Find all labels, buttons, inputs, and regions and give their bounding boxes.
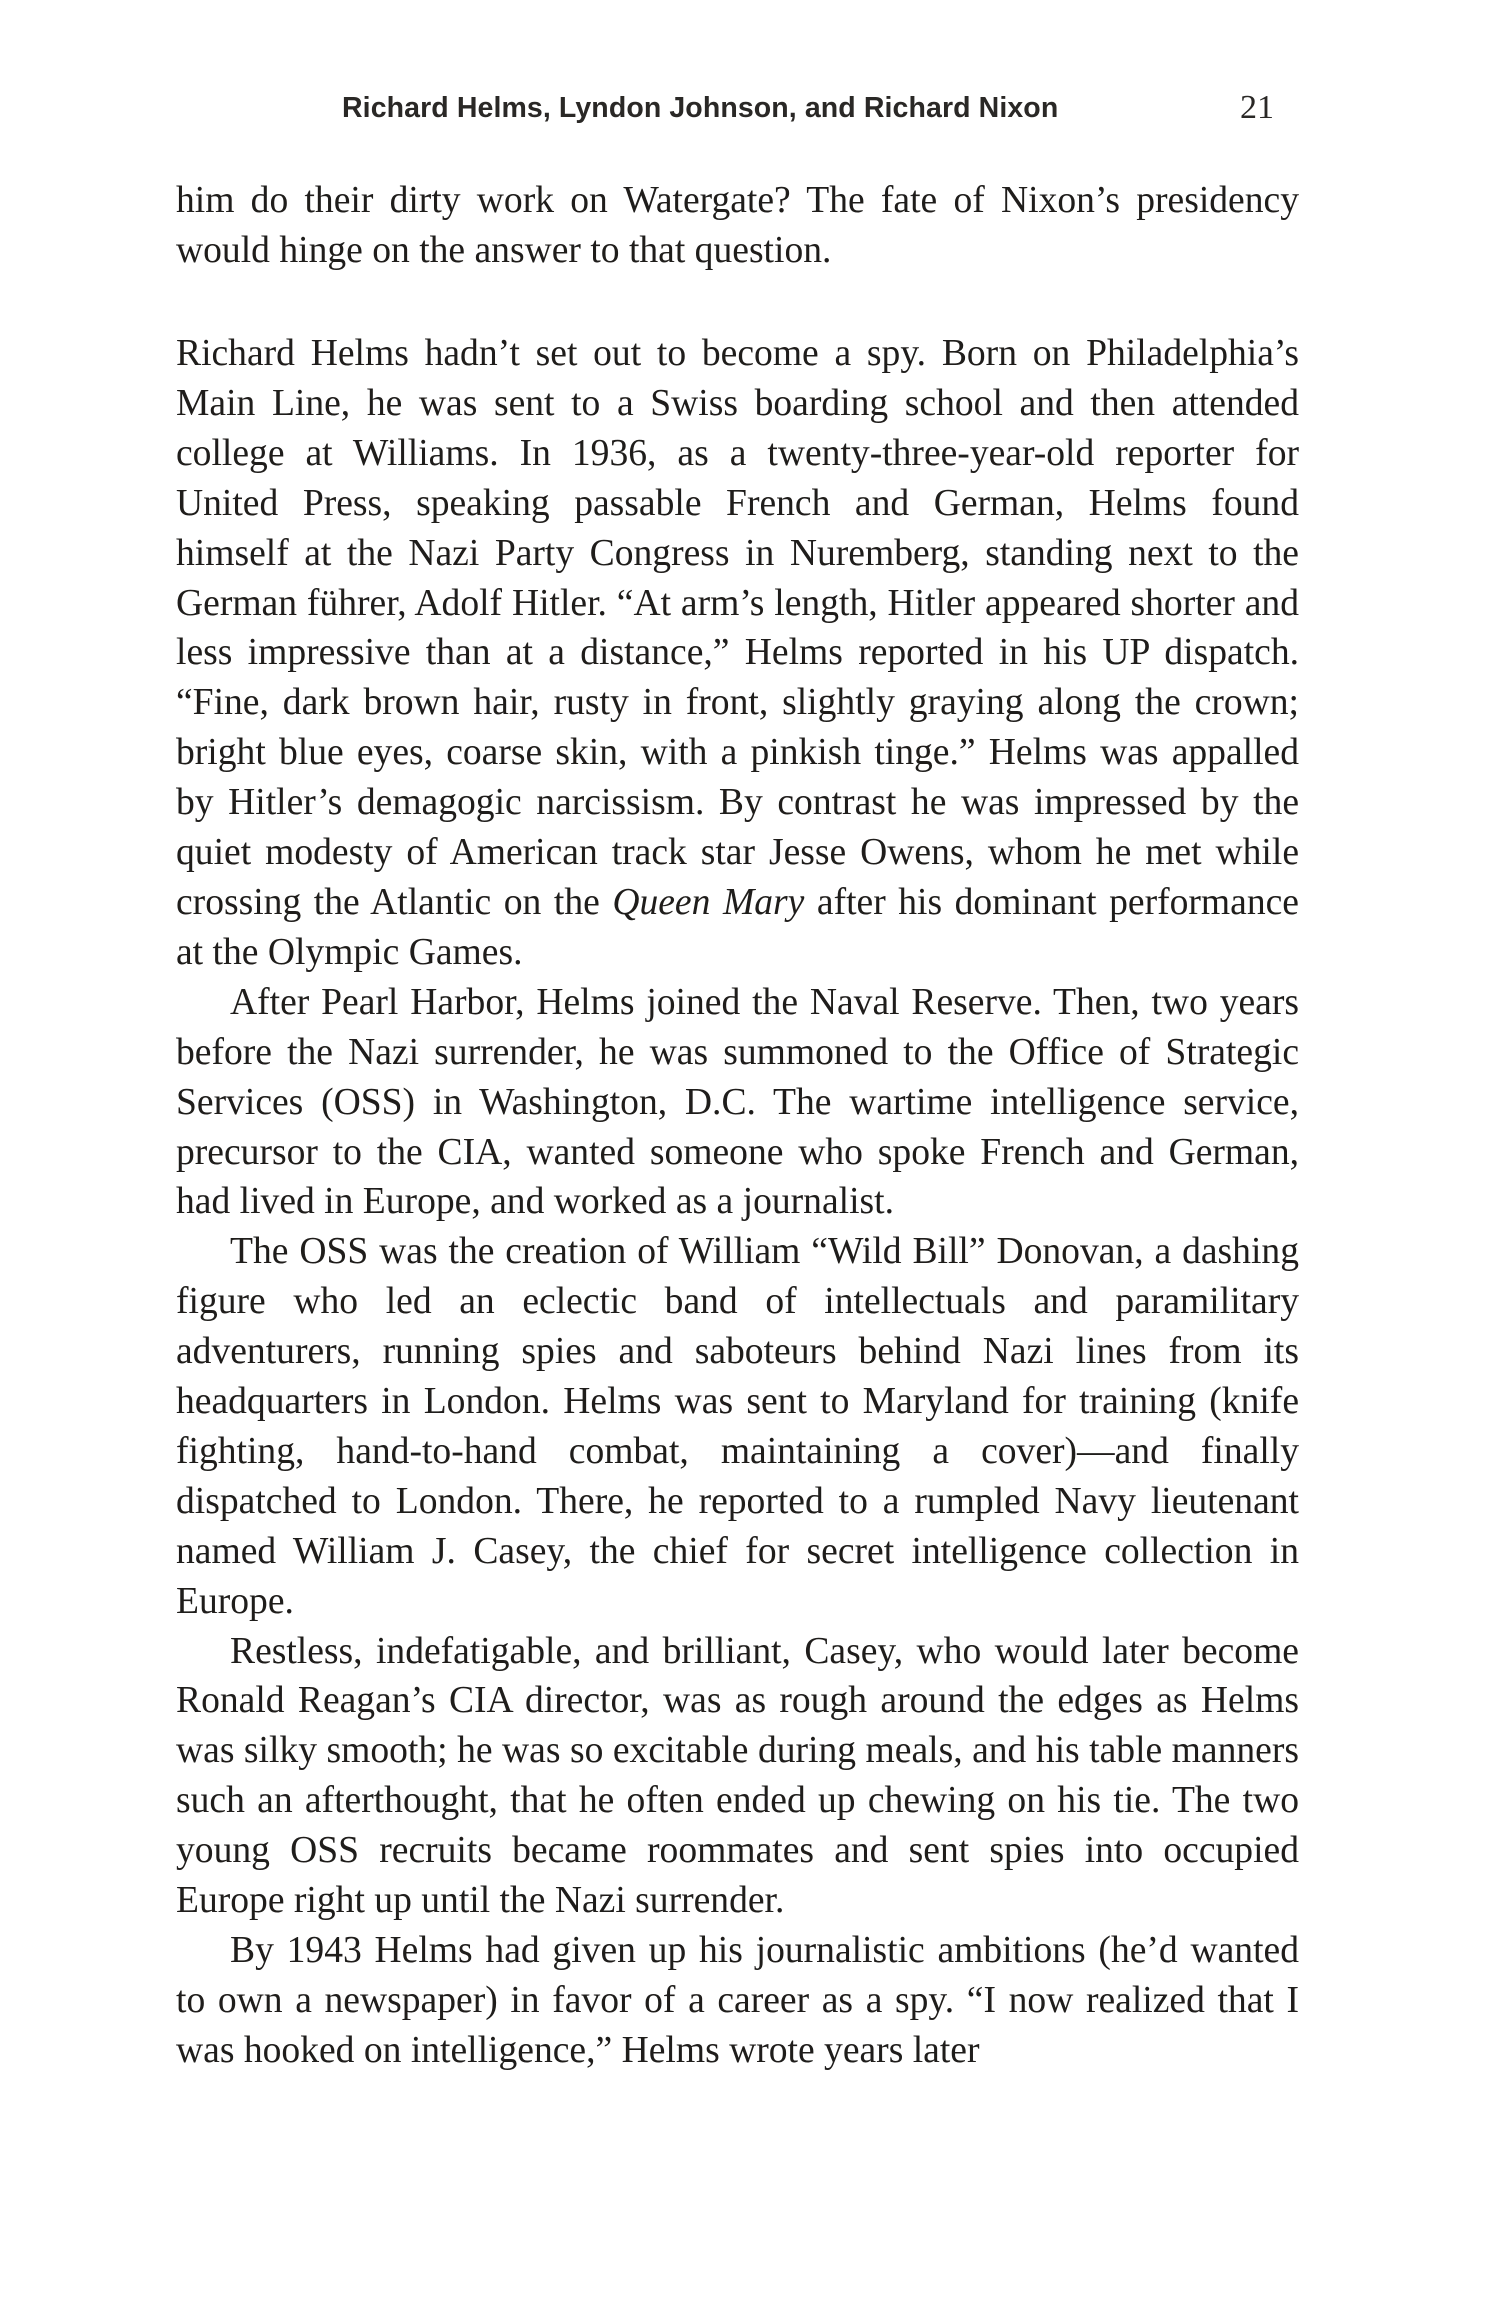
paragraph-text: after his dominant performance at the Olympic Games.: [176, 881, 1299, 973]
paragraph-career-choice: By 1943 Helms had given up his journalistic ambitions (he’d wanted to own a newspaper) in favor of a career as a spy. “I now realized that I was hooked on intelligence,” Helms wrote years later: [176, 1930, 1299, 2071]
section-body: [176, 329, 1299, 2076]
paragraph-text: Richard Helms hadn’t set out to become a spy. Born on Philadelphia’s Main Line, he was sent to a Swiss boarding school and then attended college at Williams. In 1936, as a twenty-three-year-old reporter for United Press, speaking passable French and German, Helms found himself at the Nazi Party Congress in Nuremberg, standing next to the German führer, Adolf Hitler. “At arm’s length, Hitler appeared shorter and less impressive than at a distance,” Helms reported in his UP dispatch. “Fine, dark brown hair, rusty in front, slightly graying along the crown; bright blue eyes, coarse skin, with a pinkish tinge.” Helms was appalled by Hitler’s demagogic narcissism. By contrast he was impressed by the quiet modesty of American track star Jesse Owens, whom he met while crossing the Atlantic on the: [176, 333, 1299, 923]
paragraph-oss-recruitment: After Pearl Harbor, Helms joined the Naval Reserve. Then, two years before the Nazi surrender, he was summoned to the Office of Strategic Services (OSS) in Washington, D.C. The wartime intelligence service, precursor to the CIA, wanted someone who spoke French and German, had lived in Europe, and worked as a journalist.: [176, 981, 1299, 1223]
paragraph-helms-background: [176, 329, 1299, 978]
ship-name-italic: Queen Mary: [612, 881, 805, 923]
paragraph-casey: Restless, indefatigable, and brilliant, Casey, who would later become Ronald Reagan’s CIA director, was as rough around the edges as Helms was silky smooth; he was so excitable during meals, and his table manners such an afterthought, that he often ended up chewing on his tie. The two young OSS recruits became roommates and sent spies into occupied Europe right up until the Nazi surrender.: [176, 1630, 1299, 1922]
continuation-paragraph: him do their dirty work on Watergate? The fate of Nixon’s presidency would hinge on the answer to that question.: [176, 180, 1299, 271]
running-head-title: Richard Helms, Lyndon Johnson, and Richard Nixon: [342, 92, 1059, 124]
paragraph-oss-donovan: The OSS was the creation of William “Wild Bill” Donovan, a dashing figure who led an eclectic band of intellectuals and paramilitary adventurers, running spies and saboteurs behind Nazi lines from its headquarters in London. Helms was sent to Maryland for training (knife fighting, hand-to-hand combat, maintaining a cover)—and finally dispatched to London. There, he reported to a rumpled Navy lieutenant named William J. Casey, the chief for secret intelligence collection in Europe.: [176, 1231, 1299, 1622]
page-number: 21: [1240, 89, 1274, 126]
continuation-block: [176, 176, 1299, 276]
